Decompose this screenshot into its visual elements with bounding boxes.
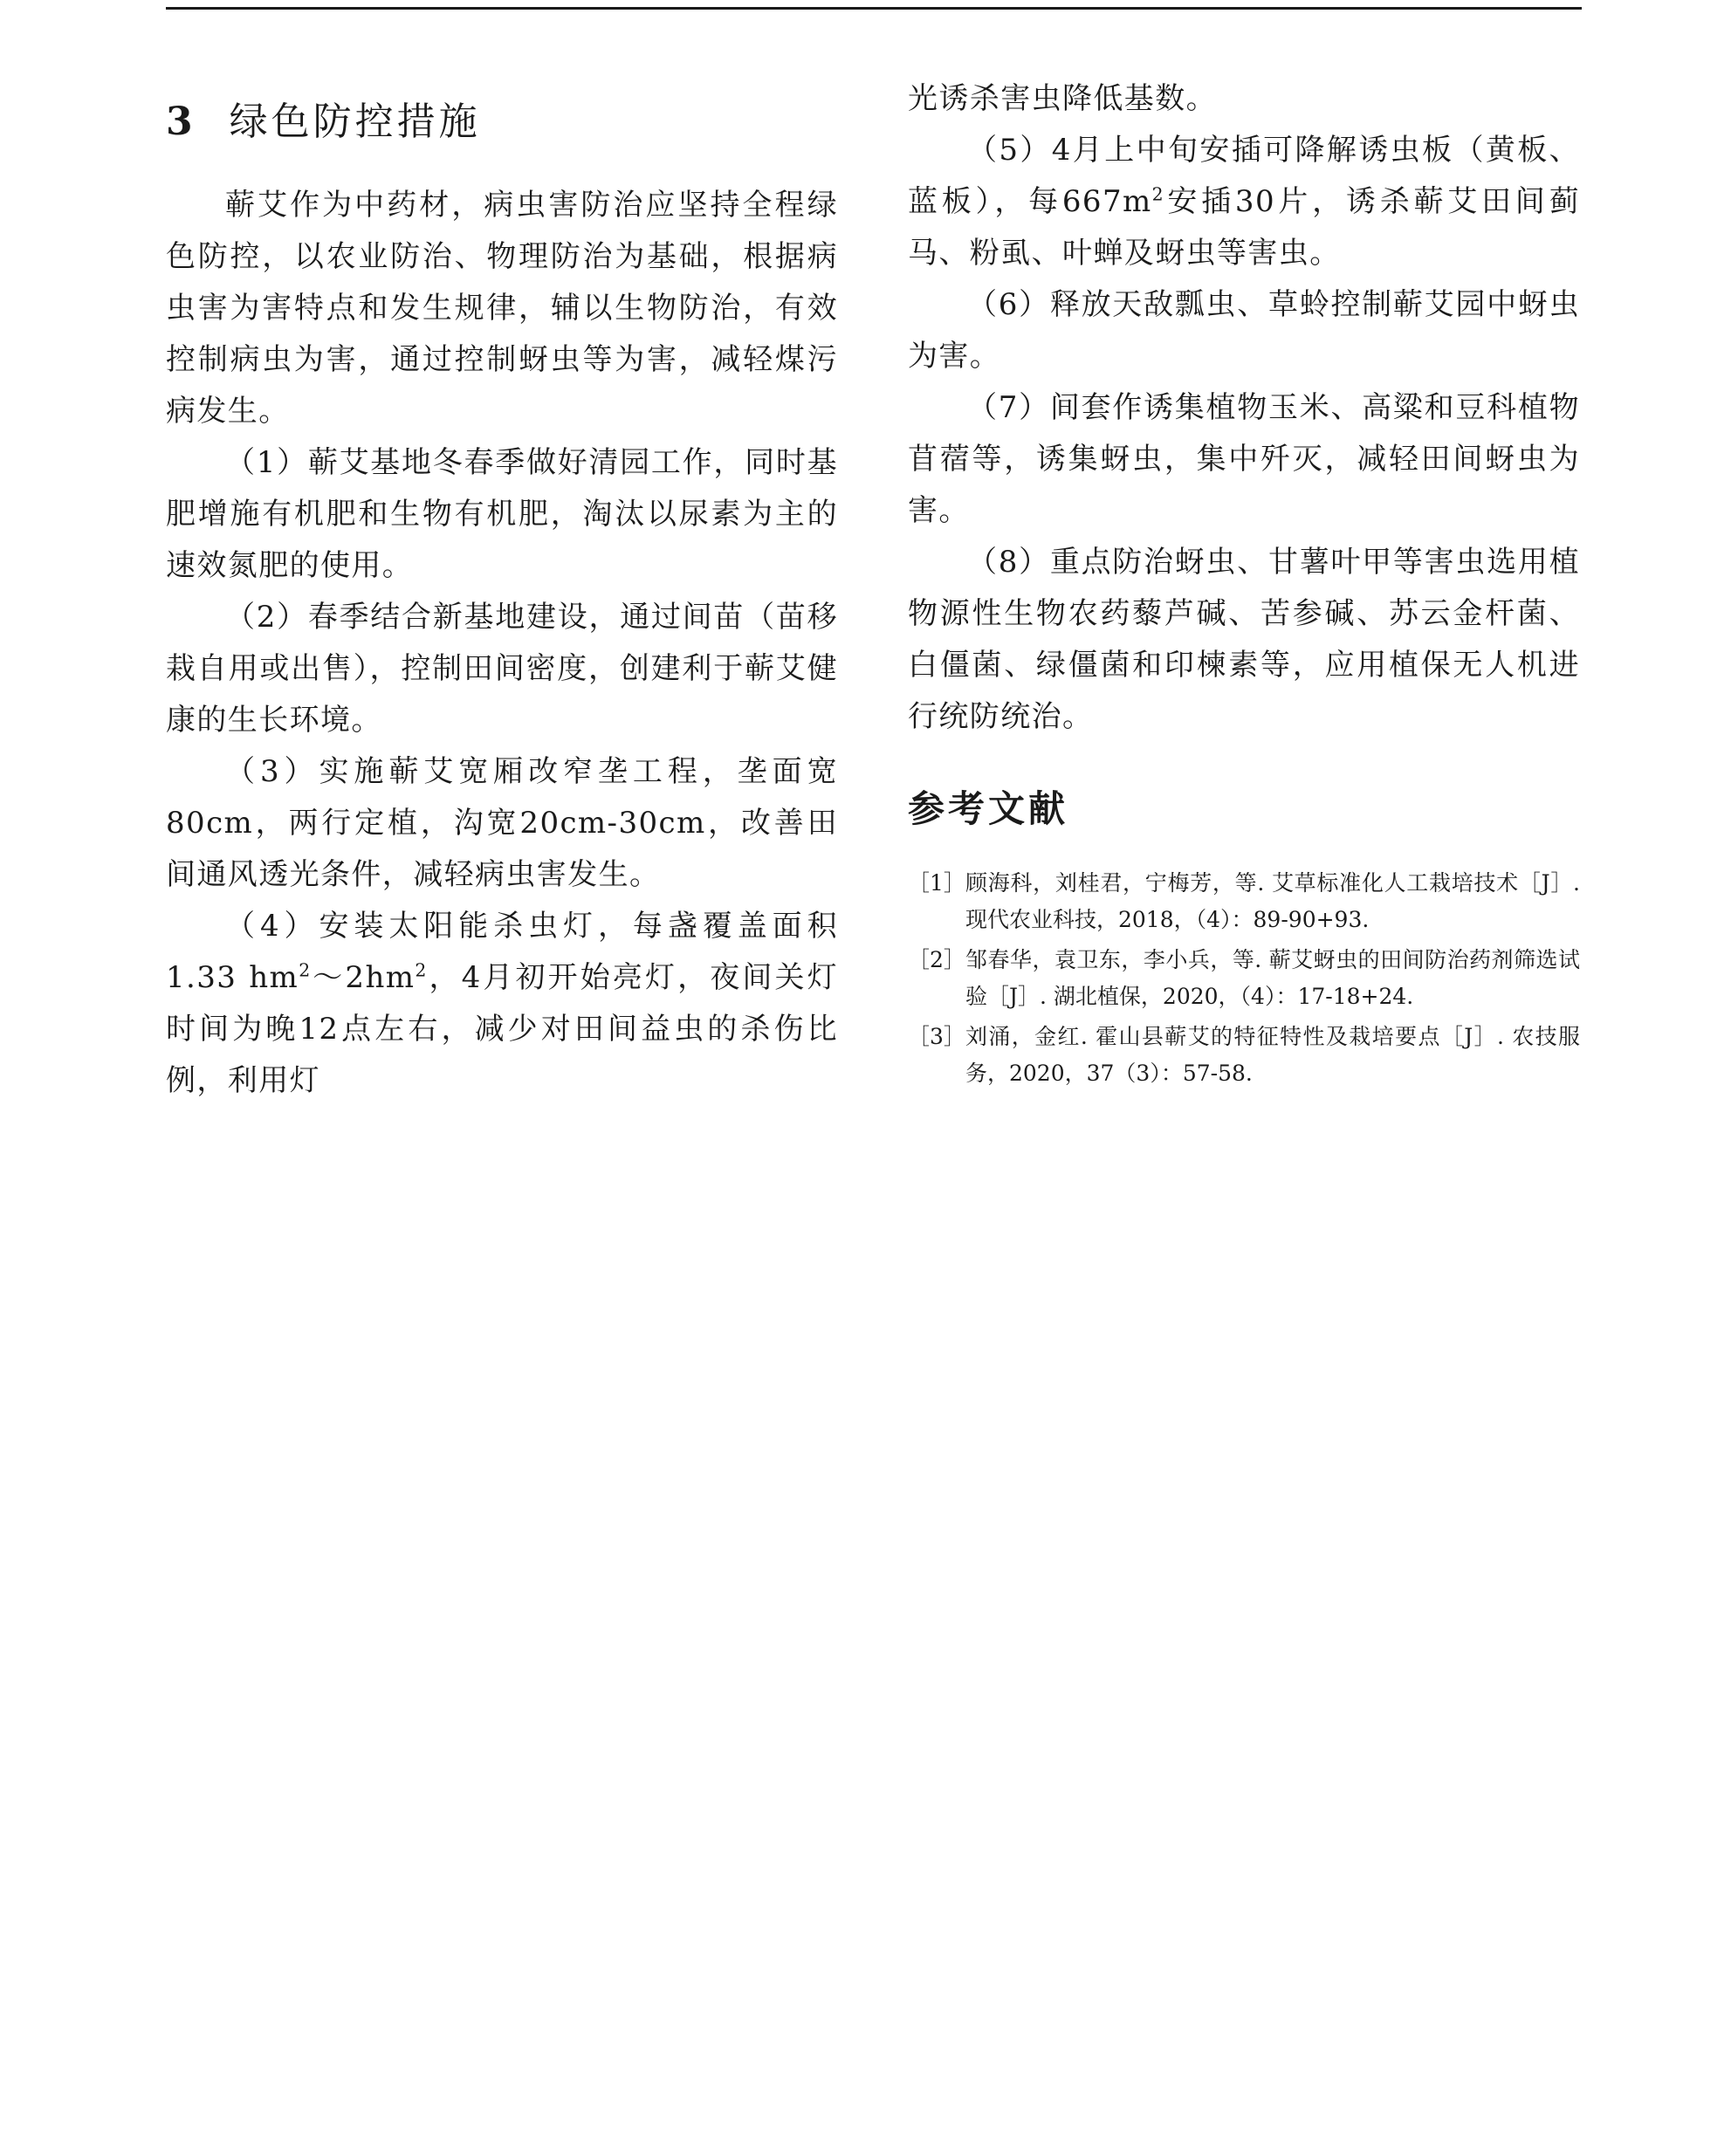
intro-paragraph: 蕲艾作为中药材，病虫害防治应坚持全程绿色防控，以农业防治、物理防治为基础，根据病虫害为害特点和发生规律，辅以生物防治，有效控制病虫为害，通过控制蚜虫等为害，减轻煤污病发生。 xyxy=(166,188,838,429)
superscript: 2 xyxy=(415,959,428,981)
right-column xyxy=(908,73,1580,1095)
measure-8: （8）重点防治蚜虫、甘薯叶甲等害虫选用植物源性生物农药藜芦碱、苦参碱、苏云金杆菌、白僵菌、绿僵菌和印楝素等，应用植保无人机进行统防统治。 xyxy=(908,545,1580,734)
section-title: 绿色防控措施 xyxy=(229,100,481,144)
reference-item xyxy=(908,1019,1580,1092)
reference-number: ［3］ xyxy=(908,1024,965,1049)
reference-text: 刘涌，金红. 霍山县蕲艾的特征特性及栽培要点［J］. 农技服务，2020，37（3）：57-58. xyxy=(965,1024,1580,1086)
measure-4-part-c: ，4月初开始亮灯，夜间关灯时间为晚12点左右，减少对田间益虫的杀伤比例，利用灯 xyxy=(166,960,839,1098)
measure-2: （2）春季结合新基地建设，通过间苗（苗移栽自用或出售），控制田间密度，创建利于蕲艾健康的生长环境。 xyxy=(166,600,838,738)
reference-list xyxy=(908,865,1580,1092)
left-column xyxy=(166,96,838,1107)
references-heading: 参考文献 xyxy=(908,787,1069,830)
measure-7: （7）间套作诱集植物玉米、高粱和豆科植物苜蓿等，诱集蚜虫，集中歼灭，减轻田间蚜虫为害。 xyxy=(908,390,1580,528)
measure-3: （3）实施蕲艾宽厢改窄垄工程，垄面宽80cm，两行定植，沟宽20cm-30cm，改善田间通风透光条件，减轻病虫害发生。 xyxy=(166,754,838,892)
measure-4-continued: 光诱杀害虫降低基数。 xyxy=(908,81,1217,116)
superscript: 2 xyxy=(299,959,312,981)
reference-item xyxy=(908,865,1580,938)
measure-4 xyxy=(166,901,838,1107)
reference-number: ［2］ xyxy=(908,947,965,972)
superscript: 2 xyxy=(1151,183,1164,205)
measure-4-part-a: （4）安装太阳能杀虫灯，每盏覆盖面积1.33 hm xyxy=(166,909,838,995)
reference-text: 邹春华，袁卫东，李小兵，等. 蕲艾蚜虫的田间防治药剂筛选试验［J］. 湖北植保，2020，（4）：17-18+24. xyxy=(965,947,1580,1009)
measure-4-part-b: ～2hm xyxy=(311,960,416,995)
reference-text: 顾海科，刘桂君，宁梅芳，等. 艾草标准化人工栽培技术［J］. 现代农业科技，2018，（4）：89-90+93. xyxy=(965,870,1580,932)
measure-5-part-b: 安插30片，诱杀蕲艾田间蓟马、粉虱、叶蝉及蚜虫等害虫。 xyxy=(908,184,1580,271)
measure-1: （1）蕲艾基地冬春季做好清园工作，同时基肥增施有机肥和生物有机肥，淘汰以尿素为主的速效氮肥的使用。 xyxy=(166,445,838,583)
section-number: 3 xyxy=(166,100,193,144)
measure-6: （6）释放天敌瓢虫、草蛉控制蕲艾园中蚜虫为害。 xyxy=(908,287,1580,374)
header-rule xyxy=(166,7,1582,10)
section-heading xyxy=(166,96,838,148)
reference-number: ［1］ xyxy=(908,870,965,896)
measure-5-part-a: （5）4月上中旬安插可降解诱虫板（黄板、蓝板），每667m xyxy=(908,133,1580,219)
reference-item xyxy=(908,942,1580,1015)
measure-5 xyxy=(908,125,1580,279)
